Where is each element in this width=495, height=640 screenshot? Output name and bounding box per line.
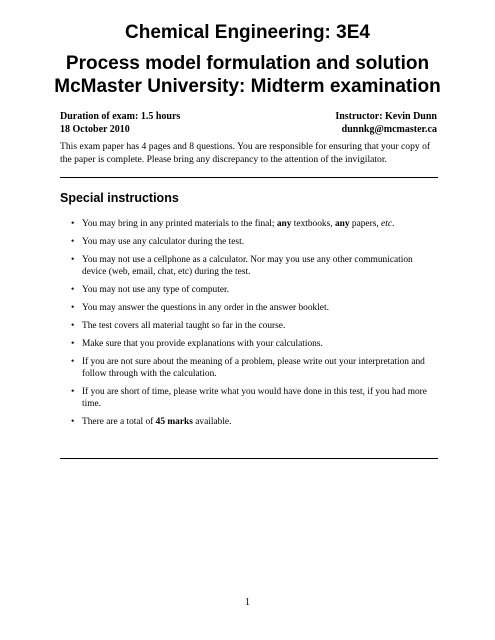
list-item: • You may bring in any printed materials to the final; any textbooks, any papers, etc. <box>71 219 395 229</box>
instructor-email: dunnkg@mcmaster.ca <box>341 124 437 135</box>
section-heading: Special instructions <box>60 191 179 205</box>
bullet: • <box>71 255 75 265</box>
title-subject: Process model formulation and solution <box>65 53 430 74</box>
bullet: • <box>71 321 75 331</box>
list-item: • You may not use a cellphone as a calculator. Nor may you use any other communication device (web, email, chat, etc) during the test. <box>71 255 413 277</box>
list-item: • The test covers all material taught so far in the course. <box>71 321 286 331</box>
title-exam: McMaster University: Midterm examination <box>54 76 441 97</box>
bullet: • <box>71 339 75 349</box>
bullet: • <box>71 237 75 247</box>
instructions-list <box>60 218 438 434</box>
bullet: • <box>71 387 75 397</box>
list-item: • If you are short of time, please write what you would have done in this test, if you had more time. <box>71 387 427 409</box>
page-number: 1 <box>245 597 250 608</box>
list-item: • You may not use any type of computer. <box>71 285 229 295</box>
exam-date: 18 October 2010 <box>60 124 130 135</box>
bullet: • <box>71 303 75 313</box>
bullet: • <box>71 285 75 295</box>
list-item: • You may use any calculator during the test. <box>71 237 245 247</box>
exam-duration: Duration of exam: 1.5 hours <box>60 111 181 122</box>
intro-paragraph: This exam paper has 4 pages and 8 questions. You are responsible for ensuring that your copy of the paper is complete. Please bring any discrepancy to the attention of the invigilator. <box>60 141 431 165</box>
bullet: • <box>71 219 75 229</box>
list-item: • There are a total of 45 marks available. <box>71 417 232 427</box>
instructor-name: Instructor: Kevin Dunn <box>335 111 437 122</box>
bottom-divider <box>60 458 438 459</box>
bullet: • <box>71 357 75 367</box>
list-item: • If you are not sure about the meaning of a problem, please write out your interpretation and follow through with the calculation. <box>71 357 425 379</box>
list-item: • You may answer the questions in any order in the answer booklet. <box>71 303 329 313</box>
title-course: Chemical Engineering: 3E4 <box>125 22 370 43</box>
top-divider <box>60 177 438 178</box>
bullet: • <box>71 417 75 427</box>
list-item: • Make sure that you provide explanations with your calculations. <box>71 339 323 349</box>
